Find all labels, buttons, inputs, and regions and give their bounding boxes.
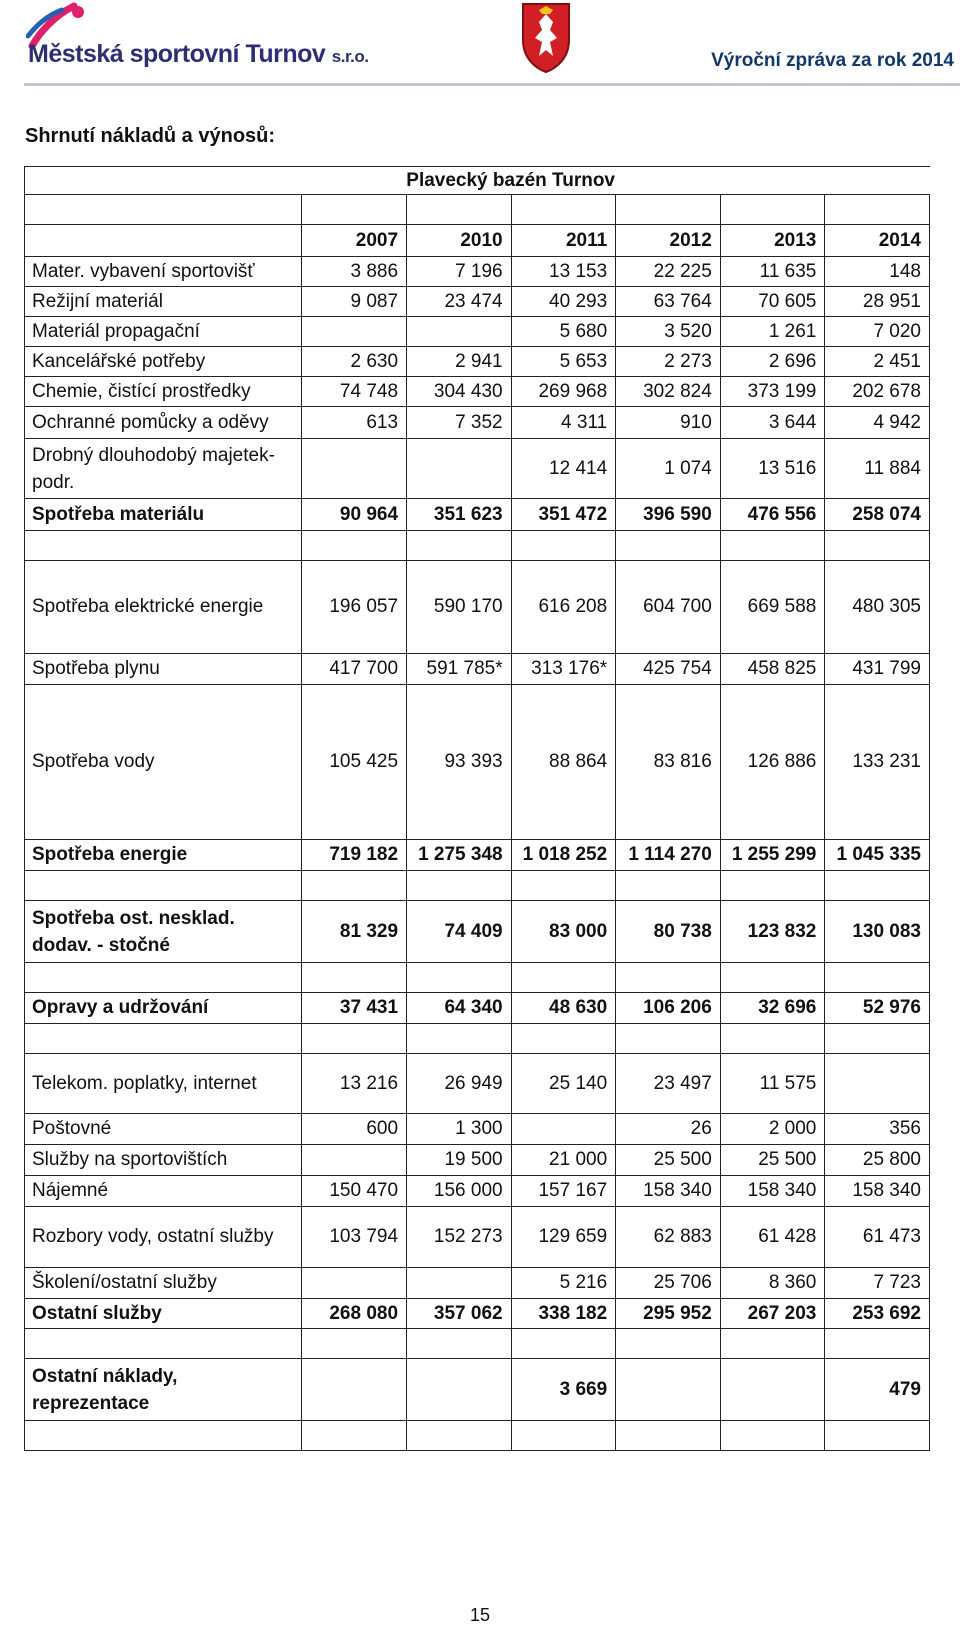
value-cell: 1 114 270 — [616, 840, 721, 871]
row-label: Drobný dlouhodobý majetek-podr. — [25, 439, 302, 499]
table-cell — [25, 963, 302, 993]
value-cell: 5 680 — [511, 317, 616, 347]
row-label: Ostatní služby — [25, 1299, 302, 1329]
value-cell: 70 605 — [720, 287, 825, 317]
value-cell: 1 045 335 — [825, 840, 930, 871]
table-cell — [616, 871, 721, 901]
row-label: Poštovné — [25, 1114, 302, 1145]
table-cell — [302, 1421, 407, 1451]
value-cell: 23 497 — [616, 1054, 721, 1114]
value-cell: 590 170 — [407, 561, 512, 654]
value-cell: 458 825 — [720, 654, 825, 685]
table-row — [25, 1145, 930, 1176]
row-label: Chemie, čistící prostředky — [25, 377, 302, 407]
town-crest-icon — [517, 0, 575, 74]
year-header: 2007 — [302, 225, 407, 257]
table-cell — [616, 963, 721, 993]
value-cell: 12 414 — [511, 439, 616, 499]
value-cell: 152 273 — [407, 1207, 512, 1268]
table-row — [25, 377, 930, 407]
row-label: Ostatní náklady, reprezentace — [25, 1359, 302, 1421]
value-cell: 11 635 — [720, 257, 825, 287]
value-cell: 202 678 — [825, 377, 930, 407]
value-cell: 3 520 — [616, 317, 721, 347]
value-cell — [302, 1359, 407, 1421]
value-cell: 158 340 — [720, 1176, 825, 1207]
table-cell — [616, 1329, 721, 1359]
table-cell — [825, 195, 930, 225]
table-cell — [511, 1329, 616, 1359]
table-cell — [302, 963, 407, 993]
value-cell: 7 196 — [407, 257, 512, 287]
value-cell: 476 556 — [720, 499, 825, 531]
value-cell: 1 261 — [720, 317, 825, 347]
value-cell: 106 206 — [616, 993, 721, 1024]
table-cell — [511, 963, 616, 993]
row-label: Ochranné pomůcky a oděvy — [25, 407, 302, 439]
row-label: Mater. vybavení sportovišť — [25, 257, 302, 287]
table-cell — [407, 871, 512, 901]
year-header: 2010 — [407, 225, 512, 257]
table-cell — [511, 1024, 616, 1054]
value-cell: 313 176* — [511, 654, 616, 685]
table-cell — [616, 195, 721, 225]
table-cell — [720, 963, 825, 993]
value-cell: 157 167 — [511, 1176, 616, 1207]
value-cell: 61 428 — [720, 1207, 825, 1268]
year-header: 2012 — [616, 225, 721, 257]
value-cell: 62 883 — [616, 1207, 721, 1268]
value-cell: 63 764 — [616, 287, 721, 317]
table-row — [25, 287, 930, 317]
value-cell: 417 700 — [302, 654, 407, 685]
table-row — [25, 407, 930, 439]
row-label: Spotřeba vody — [25, 685, 302, 840]
table-cell — [302, 871, 407, 901]
table-cell — [511, 531, 616, 561]
table-cell — [825, 1421, 930, 1451]
spacer-row — [25, 195, 930, 225]
year-header: 2014 — [825, 225, 930, 257]
table-cell — [511, 1421, 616, 1451]
value-cell: 431 799 — [825, 654, 930, 685]
value-cell: 156 000 — [407, 1176, 512, 1207]
table-cell — [616, 531, 721, 561]
value-cell: 2 000 — [720, 1114, 825, 1145]
row-label: Materiál propagační — [25, 317, 302, 347]
value-cell: 61 473 — [825, 1207, 930, 1268]
spacer-row — [25, 871, 930, 901]
value-cell: 1 275 348 — [407, 840, 512, 871]
report-title: Výroční zpráva za rok 2014 — [711, 50, 954, 71]
value-cell: 74 748 — [302, 377, 407, 407]
row-label: Spotřeba elektrické energie — [25, 561, 302, 654]
spacer-row — [25, 963, 930, 993]
table-row — [25, 317, 930, 347]
row-label: Režijní materiál — [25, 287, 302, 317]
value-cell: 28 951 — [825, 287, 930, 317]
value-cell: 40 293 — [511, 287, 616, 317]
table-cell — [511, 871, 616, 901]
value-cell: 604 700 — [616, 561, 721, 654]
value-cell: 338 182 — [511, 1299, 616, 1329]
table-cell — [407, 1024, 512, 1054]
value-cell: 7 723 — [825, 1268, 930, 1299]
value-cell: 910 — [616, 407, 721, 439]
table-row — [25, 347, 930, 377]
value-cell: 74 409 — [407, 901, 512, 963]
value-cell — [302, 439, 407, 499]
value-cell: 304 430 — [407, 377, 512, 407]
value-cell — [302, 1268, 407, 1299]
value-cell — [511, 1114, 616, 1145]
value-cell: 295 952 — [616, 1299, 721, 1329]
value-cell: 103 794 — [302, 1207, 407, 1268]
table-cell — [25, 1421, 302, 1451]
subtotal-row — [25, 901, 930, 963]
value-cell: 150 470 — [302, 1176, 407, 1207]
year-header-row — [25, 225, 930, 257]
value-cell: 37 431 — [302, 993, 407, 1024]
table-cell — [511, 195, 616, 225]
page-header — [0, 0, 960, 86]
value-cell: 25 800 — [825, 1145, 930, 1176]
value-cell: 1 074 — [616, 439, 721, 499]
value-cell: 5 216 — [511, 1268, 616, 1299]
value-cell: 129 659 — [511, 1207, 616, 1268]
value-cell: 158 340 — [825, 1176, 930, 1207]
value-cell: 356 — [825, 1114, 930, 1145]
value-cell: 258 074 — [825, 499, 930, 531]
value-cell: 357 062 — [407, 1299, 512, 1329]
value-cell: 13 153 — [511, 257, 616, 287]
value-cell: 11 884 — [825, 439, 930, 499]
value-cell: 130 083 — [825, 901, 930, 963]
value-cell: 93 393 — [407, 685, 512, 840]
value-cell: 26 949 — [407, 1054, 512, 1114]
company-suffix: s.r.o. — [331, 47, 369, 66]
value-cell: 21 000 — [511, 1145, 616, 1176]
table-cell — [407, 195, 512, 225]
value-cell: 5 653 — [511, 347, 616, 377]
row-label: Telekom. poplatky, internet — [25, 1054, 302, 1114]
value-cell: 25 500 — [616, 1145, 721, 1176]
table-title-row — [25, 167, 930, 195]
value-cell: 268 080 — [302, 1299, 407, 1329]
value-cell: 9 087 — [302, 287, 407, 317]
table-cell — [302, 1024, 407, 1054]
table-cell — [25, 531, 302, 561]
row-label: Spotřeba plynu — [25, 654, 302, 685]
table-row — [25, 1114, 930, 1145]
table-cell — [407, 1329, 512, 1359]
value-cell: 2 696 — [720, 347, 825, 377]
row-label: Spotřeba ost. nesklad. dodav. - stočné — [25, 901, 302, 963]
value-cell: 19 500 — [407, 1145, 512, 1176]
value-cell: 26 — [616, 1114, 721, 1145]
table-cell — [720, 195, 825, 225]
value-cell: 83 816 — [616, 685, 721, 840]
value-cell: 373 199 — [720, 377, 825, 407]
value-cell: 351 623 — [407, 499, 512, 531]
value-cell: 13 516 — [720, 439, 825, 499]
value-cell: 425 754 — [616, 654, 721, 685]
table-row — [25, 1176, 930, 1207]
row-label: Opravy a udržování — [25, 993, 302, 1024]
value-cell: 48 630 — [511, 993, 616, 1024]
table-row — [25, 439, 930, 499]
spacer-row — [25, 1024, 930, 1054]
table-cell — [25, 871, 302, 901]
page-number: 15 — [469, 1605, 491, 1625]
table-cell — [302, 1329, 407, 1359]
section-title: Shrnutí nákladů a výnosů: — [25, 125, 276, 147]
cost-summary-table — [24, 166, 930, 1451]
value-cell: 591 785* — [407, 654, 512, 685]
table-cell — [616, 1024, 721, 1054]
table-cell — [720, 531, 825, 561]
value-cell: 25 140 — [511, 1054, 616, 1114]
value-cell: 133 231 — [825, 685, 930, 840]
table-cell — [25, 1024, 302, 1054]
value-cell: 302 824 — [616, 377, 721, 407]
table-cell — [25, 195, 302, 225]
subtotal-row — [25, 499, 930, 531]
row-label: Kancelářské potřeby — [25, 347, 302, 377]
table-cell — [825, 871, 930, 901]
value-cell — [302, 1145, 407, 1176]
value-cell: 351 472 — [511, 499, 616, 531]
value-cell: 3 644 — [720, 407, 825, 439]
value-cell: 123 832 — [720, 901, 825, 963]
table-cell — [720, 871, 825, 901]
value-cell: 2 451 — [825, 347, 930, 377]
year-header: 2013 — [720, 225, 825, 257]
year-header: 2011 — [511, 225, 616, 257]
table-row — [25, 654, 930, 685]
table-row — [25, 1054, 930, 1114]
subtotal-row — [25, 840, 930, 871]
row-label: Spotřeba energie — [25, 840, 302, 871]
value-cell: 158 340 — [616, 1176, 721, 1207]
value-cell: 2 630 — [302, 347, 407, 377]
value-cell: 719 182 — [302, 840, 407, 871]
value-cell: 52 976 — [825, 993, 930, 1024]
table-cell — [825, 531, 930, 561]
value-cell — [407, 1268, 512, 1299]
value-cell: 105 425 — [302, 685, 407, 840]
value-cell: 81 329 — [302, 901, 407, 963]
subtotal-row — [25, 1299, 930, 1329]
value-cell: 11 575 — [720, 1054, 825, 1114]
value-cell: 7 020 — [825, 317, 930, 347]
value-cell: 3 886 — [302, 257, 407, 287]
table-cell — [407, 531, 512, 561]
subtotal-row — [25, 1359, 930, 1421]
table-cell — [720, 167, 929, 195]
value-cell — [616, 1359, 721, 1421]
value-cell: 80 738 — [616, 901, 721, 963]
value-cell: 7 352 — [407, 407, 512, 439]
spacer-row — [25, 1421, 930, 1451]
value-cell: 2 941 — [407, 347, 512, 377]
table-cell — [302, 531, 407, 561]
value-cell — [407, 317, 512, 347]
table-row — [25, 257, 930, 287]
value-cell: 90 964 — [302, 499, 407, 531]
value-cell: 479 — [825, 1359, 930, 1421]
subtotal-row — [25, 993, 930, 1024]
value-cell: 4 311 — [511, 407, 616, 439]
value-cell — [825, 1054, 930, 1114]
company-name — [28, 40, 368, 69]
value-cell: 25 706 — [616, 1268, 721, 1299]
table-cell — [407, 963, 512, 993]
header-divider — [24, 83, 960, 86]
value-cell: 600 — [302, 1114, 407, 1145]
table-cell — [25, 167, 302, 195]
value-cell: 480 305 — [825, 561, 930, 654]
table-row — [25, 1268, 930, 1299]
table-cell — [825, 1329, 930, 1359]
value-cell: 613 — [302, 407, 407, 439]
table-row — [25, 561, 930, 654]
table-row — [25, 1207, 930, 1268]
spacer-row — [25, 1329, 930, 1359]
value-cell: 196 057 — [302, 561, 407, 654]
table-title: Plavecký bazén Turnov — [302, 167, 720, 195]
value-cell: 396 590 — [616, 499, 721, 531]
value-cell: 148 — [825, 257, 930, 287]
table-row — [25, 685, 930, 840]
value-cell: 83 000 — [511, 901, 616, 963]
value-cell — [407, 1359, 512, 1421]
row-label: Spotřeba materiálu — [25, 499, 302, 531]
value-cell: 1 018 252 — [511, 840, 616, 871]
value-cell: 616 208 — [511, 561, 616, 654]
table-cell — [825, 1024, 930, 1054]
table-cell — [720, 1329, 825, 1359]
value-cell: 3 669 — [511, 1359, 616, 1421]
value-cell: 23 474 — [407, 287, 512, 317]
value-cell: 669 588 — [720, 561, 825, 654]
row-label: Služby na sportovištích — [25, 1145, 302, 1176]
row-label: Nájemné — [25, 1176, 302, 1207]
value-cell: 4 942 — [825, 407, 930, 439]
value-cell: 88 864 — [511, 685, 616, 840]
table-cell — [407, 1421, 512, 1451]
table-cell — [825, 963, 930, 993]
table-cell — [720, 1024, 825, 1054]
row-label: Školení/ostatní služby — [25, 1268, 302, 1299]
table-cell — [25, 1329, 302, 1359]
value-cell — [720, 1359, 825, 1421]
value-cell — [407, 439, 512, 499]
company-name-text: Městská sportovní Turnov — [28, 40, 326, 68]
table-cell — [302, 195, 407, 225]
value-cell — [302, 317, 407, 347]
value-cell: 2 273 — [616, 347, 721, 377]
value-cell: 32 696 — [720, 993, 825, 1024]
value-cell: 64 340 — [407, 993, 512, 1024]
value-cell: 269 968 — [511, 377, 616, 407]
value-cell: 13 216 — [302, 1054, 407, 1114]
spacer-row — [25, 531, 930, 561]
value-cell: 126 886 — [720, 685, 825, 840]
value-cell: 1 300 — [407, 1114, 512, 1145]
value-cell: 253 692 — [825, 1299, 930, 1329]
value-cell: 267 203 — [720, 1299, 825, 1329]
table-cell — [616, 1421, 721, 1451]
table-cell — [25, 225, 302, 257]
value-cell: 1 255 299 — [720, 840, 825, 871]
value-cell: 8 360 — [720, 1268, 825, 1299]
value-cell: 25 500 — [720, 1145, 825, 1176]
table-cell — [720, 1421, 825, 1451]
row-label: Rozbory vody, ostatní služby — [25, 1207, 302, 1268]
value-cell: 22 225 — [616, 257, 721, 287]
